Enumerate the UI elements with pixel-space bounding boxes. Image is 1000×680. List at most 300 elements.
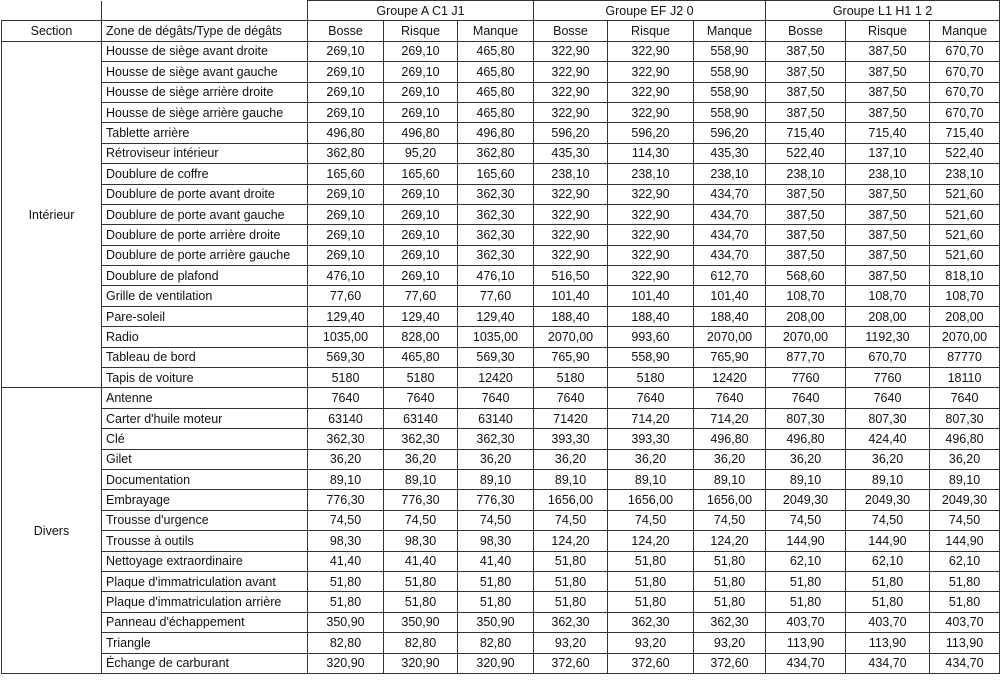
price-cell: 496,80 (308, 123, 384, 143)
price-cell: 362,30 (458, 429, 534, 449)
price-cell: 108,70 (846, 286, 930, 306)
price-cell: 89,10 (458, 469, 534, 489)
price-cell: 7760 (766, 368, 846, 388)
price-cell: 51,80 (458, 571, 534, 591)
zone-cell: Doublure de porte avant droite (102, 184, 308, 204)
price-cell: 74,50 (534, 510, 608, 530)
group-header-row (2, 1, 1000, 21)
price-cell: 372,60 (694, 653, 766, 673)
price-cell: 465,80 (458, 41, 534, 61)
price-cell: 776,30 (458, 490, 534, 510)
price-cell: 238,10 (694, 164, 766, 184)
price-cell: 322,90 (534, 102, 608, 122)
price-cell: 434,70 (766, 653, 846, 673)
price-cell: 387,50 (766, 184, 846, 204)
price-cell: 362,30 (308, 429, 384, 449)
price-cell: 269,10 (308, 41, 384, 61)
zone-cell: Grille de ventilation (102, 286, 308, 306)
price-cell: 434,70 (694, 184, 766, 204)
price-cell: 12420 (458, 368, 534, 388)
zone-column-header: Zone de dégâts/Type de dégâts (102, 21, 308, 41)
price-cell: 387,50 (766, 225, 846, 245)
price-cell: 95,20 (384, 143, 458, 163)
price-cell: 51,80 (384, 571, 458, 591)
price-cell: 51,80 (694, 592, 766, 612)
price-cell: 7640 (766, 388, 846, 408)
price-cell: 670,70 (930, 102, 1000, 122)
price-cell: 521,60 (930, 245, 1000, 265)
price-cell: 403,70 (846, 612, 930, 632)
price-cell: 424,40 (846, 429, 930, 449)
price-cell: 87770 (930, 347, 1000, 367)
price-cell: 269,10 (384, 62, 458, 82)
price-cell: 129,40 (458, 306, 534, 326)
price-cell: 41,40 (458, 551, 534, 571)
price-cell: 828,00 (384, 327, 458, 347)
price-cell: 387,50 (846, 204, 930, 224)
price-cell: 36,20 (930, 449, 1000, 469)
price-cell: 387,50 (766, 41, 846, 61)
table-row (2, 653, 1000, 673)
price-cell: 465,80 (458, 102, 534, 122)
zone-cell: Doublure de plafond (102, 266, 308, 286)
risque-column-header: Risque (608, 21, 694, 41)
price-cell: 238,10 (766, 164, 846, 184)
zone-cell: Doublure de porte avant gauche (102, 204, 308, 224)
price-cell: 208,00 (766, 306, 846, 326)
price-cell: 322,90 (608, 62, 694, 82)
price-cell: 89,10 (608, 469, 694, 489)
price-cell: 269,10 (308, 245, 384, 265)
price-cell: 51,80 (458, 592, 534, 612)
price-cell: 993,60 (608, 327, 694, 347)
price-cell: 98,30 (458, 531, 534, 551)
table-row (2, 612, 1000, 632)
price-cell: 434,70 (694, 204, 766, 224)
price-cell: 496,80 (458, 123, 534, 143)
price-cell: 362,30 (458, 245, 534, 265)
price-cell: 36,20 (694, 449, 766, 469)
price-cell: 2070,00 (694, 327, 766, 347)
price-cell: 36,20 (766, 449, 846, 469)
price-cell: 188,40 (608, 306, 694, 326)
price-cell: 101,40 (608, 286, 694, 306)
zone-cell: Triangle (102, 633, 308, 653)
table-row (2, 41, 1000, 61)
price-cell: 82,80 (384, 633, 458, 653)
price-cell: 51,80 (534, 592, 608, 612)
price-cell: 113,90 (846, 633, 930, 653)
price-cell: 596,20 (608, 123, 694, 143)
price-cell: 269,10 (384, 266, 458, 286)
price-cell: 403,70 (930, 612, 1000, 632)
price-cell: 435,30 (694, 143, 766, 163)
price-cell: 269,10 (384, 82, 458, 102)
price-cell: 670,70 (930, 82, 1000, 102)
price-cell: 7640 (308, 388, 384, 408)
price-cell: 7640 (846, 388, 930, 408)
price-cell: 322,90 (608, 41, 694, 61)
table-row (2, 592, 1000, 612)
price-cell: 51,80 (308, 592, 384, 612)
price-cell: 137,10 (846, 143, 930, 163)
price-cell: 362,30 (458, 204, 534, 224)
table-row (2, 204, 1000, 224)
price-cell: 269,10 (308, 102, 384, 122)
zone-cell: Tableau de bord (102, 347, 308, 367)
price-cell: 322,90 (534, 82, 608, 102)
table-row (2, 571, 1000, 591)
price-cell: 596,20 (694, 123, 766, 143)
price-cell: 74,50 (766, 510, 846, 530)
price-cell: 715,40 (930, 123, 1000, 143)
group-header: Groupe L1 H1 1 2 (766, 1, 1000, 21)
price-cell: 144,90 (766, 531, 846, 551)
price-cell: 51,80 (930, 592, 1000, 612)
zone-cell: Carter d'huile moteur (102, 408, 308, 428)
price-cell: 521,60 (930, 184, 1000, 204)
price-cell: 101,40 (534, 286, 608, 306)
price-cell: 89,10 (694, 469, 766, 489)
price-cell: 5180 (384, 368, 458, 388)
price-cell: 350,90 (384, 612, 458, 632)
price-cell: 322,90 (534, 245, 608, 265)
price-cell: 82,80 (458, 633, 534, 653)
price-cell: 51,80 (694, 571, 766, 591)
table-row (2, 143, 1000, 163)
price-cell: 496,80 (694, 429, 766, 449)
price-cell: 2070,00 (766, 327, 846, 347)
zone-cell: Panneau d'échappement (102, 612, 308, 632)
price-cell: 434,70 (694, 225, 766, 245)
price-cell: 144,90 (930, 531, 1000, 551)
column-header-row (2, 21, 1000, 41)
price-cell: 612,70 (694, 266, 766, 286)
price-cell: 5180 (608, 368, 694, 388)
price-cell: 36,20 (458, 449, 534, 469)
table-row (2, 164, 1000, 184)
price-cell: 51,80 (694, 551, 766, 571)
price-cell: 807,30 (930, 408, 1000, 428)
price-cell: 165,60 (308, 164, 384, 184)
price-cell: 558,90 (694, 62, 766, 82)
price-cell: 51,80 (846, 571, 930, 591)
price-cell: 670,70 (930, 62, 1000, 82)
price-cell: 113,90 (930, 633, 1000, 653)
price-cell: 62,10 (846, 551, 930, 571)
price-cell: 387,50 (766, 62, 846, 82)
price-cell: 387,50 (846, 245, 930, 265)
price-cell: 7760 (846, 368, 930, 388)
price-cell: 77,60 (458, 286, 534, 306)
price-cell: 269,10 (308, 225, 384, 245)
price-cell: 496,80 (384, 123, 458, 143)
price-cell: 765,90 (694, 347, 766, 367)
zone-cell: Documentation (102, 469, 308, 489)
price-cell: 1035,00 (308, 327, 384, 347)
zone-cell: Radio (102, 327, 308, 347)
table-row (2, 62, 1000, 82)
price-cell: 403,70 (766, 612, 846, 632)
table-row (2, 449, 1000, 469)
price-cell: 5180 (308, 368, 384, 388)
price-cell: 387,50 (846, 82, 930, 102)
price-cell: 320,90 (384, 653, 458, 673)
price-cell: 18110 (930, 368, 1000, 388)
price-cell: 322,90 (608, 204, 694, 224)
price-cell: 93,20 (534, 633, 608, 653)
price-cell: 89,10 (308, 469, 384, 489)
price-cell: 269,10 (384, 204, 458, 224)
price-cell: 362,30 (534, 612, 608, 632)
table-row (2, 306, 1000, 326)
table-row (2, 633, 1000, 653)
table-row (2, 184, 1000, 204)
damage-price-table (1, 0, 1000, 674)
price-cell: 208,00 (930, 306, 1000, 326)
risque-column-header: Risque (384, 21, 458, 41)
section-cell: Divers (2, 388, 102, 673)
price-cell: 129,40 (384, 306, 458, 326)
price-cell: 350,90 (308, 612, 384, 632)
group-header: Groupe A C1 J1 (308, 1, 534, 21)
price-cell: 434,70 (846, 653, 930, 673)
table-row (2, 102, 1000, 122)
price-cell: 188,40 (694, 306, 766, 326)
price-cell: 476,10 (458, 266, 534, 286)
price-cell: 522,40 (766, 143, 846, 163)
price-cell: 51,80 (534, 571, 608, 591)
zone-cell: Doublure de coffre (102, 164, 308, 184)
price-cell: 322,90 (608, 245, 694, 265)
price-cell: 372,60 (534, 653, 608, 673)
price-cell: 188,40 (534, 306, 608, 326)
price-cell: 1656,00 (608, 490, 694, 510)
price-cell: 108,70 (930, 286, 1000, 306)
price-cell: 320,90 (308, 653, 384, 673)
price-cell: 89,10 (534, 469, 608, 489)
price-cell: 465,80 (458, 82, 534, 102)
price-cell: 387,50 (846, 266, 930, 286)
price-cell: 7640 (534, 388, 608, 408)
price-cell: 434,70 (694, 245, 766, 265)
zone-cell: Doublure de porte arrière droite (102, 225, 308, 245)
table-row (2, 388, 1000, 408)
price-cell: 7640 (930, 388, 1000, 408)
price-cell: 98,30 (308, 531, 384, 551)
zone-cell: Plaque d'immatriculation avant (102, 571, 308, 591)
price-cell: 238,10 (846, 164, 930, 184)
price-cell: 41,40 (384, 551, 458, 571)
price-cell: 41,40 (308, 551, 384, 571)
table-row (2, 225, 1000, 245)
price-cell: 89,10 (846, 469, 930, 489)
price-cell: 596,20 (534, 123, 608, 143)
price-cell: 74,50 (458, 510, 534, 530)
section-column-header: Section (2, 21, 102, 41)
table-row (2, 266, 1000, 286)
price-cell: 362,30 (384, 429, 458, 449)
price-cell: 496,80 (930, 429, 1000, 449)
price-cell: 670,70 (930, 41, 1000, 61)
table-row (2, 429, 1000, 449)
price-cell: 362,30 (458, 225, 534, 245)
price-cell: 521,60 (930, 225, 1000, 245)
price-cell: 165,60 (458, 164, 534, 184)
price-cell: 89,10 (930, 469, 1000, 489)
price-cell: 670,70 (846, 347, 930, 367)
price-cell: 51,80 (308, 571, 384, 591)
price-cell: 496,80 (766, 429, 846, 449)
price-cell: 322,90 (608, 266, 694, 286)
table-row (2, 245, 1000, 265)
table-row (2, 510, 1000, 530)
price-cell: 51,80 (608, 551, 694, 571)
price-cell: 129,40 (308, 306, 384, 326)
empty-corner-cell (2, 1, 102, 21)
price-cell: 144,90 (846, 531, 930, 551)
manque-column-header: Manque (458, 21, 534, 41)
table-row (2, 368, 1000, 388)
price-cell: 51,80 (384, 592, 458, 612)
price-cell: 714,20 (608, 408, 694, 428)
price-cell: 387,50 (846, 184, 930, 204)
zone-cell: Pare-soleil (102, 306, 308, 326)
price-cell: 387,50 (766, 82, 846, 102)
zone-cell: Housse de siège avant droite (102, 41, 308, 61)
price-cell: 74,50 (384, 510, 458, 530)
price-cell: 74,50 (846, 510, 930, 530)
price-cell: 2049,30 (930, 490, 1000, 510)
price-cell: 558,90 (694, 82, 766, 102)
price-cell: 108,70 (766, 286, 846, 306)
price-cell: 387,50 (766, 245, 846, 265)
price-cell: 62,10 (766, 551, 846, 571)
table-row (2, 531, 1000, 551)
price-cell: 387,50 (846, 225, 930, 245)
table-row (2, 347, 1000, 367)
price-cell: 63140 (384, 408, 458, 428)
zone-cell: Clé (102, 429, 308, 449)
manque-column-header: Manque (694, 21, 766, 41)
table-body (2, 41, 1000, 673)
price-cell: 435,30 (534, 143, 608, 163)
price-cell: 322,90 (534, 225, 608, 245)
table-row (2, 490, 1000, 510)
price-cell: 776,30 (384, 490, 458, 510)
zone-cell: Rétroviseur intérieur (102, 143, 308, 163)
price-cell: 2070,00 (930, 327, 1000, 347)
price-cell: 714,20 (694, 408, 766, 428)
zone-cell: Plaque d'immatriculation arrière (102, 592, 308, 612)
zone-cell: Antenne (102, 388, 308, 408)
price-cell: 51,80 (608, 592, 694, 612)
price-cell: 322,90 (534, 41, 608, 61)
price-cell: 372,60 (608, 653, 694, 673)
zone-cell: Trousse d'urgence (102, 510, 308, 530)
price-cell: 208,00 (846, 306, 930, 326)
price-cell: 434,70 (930, 653, 1000, 673)
price-cell: 7640 (608, 388, 694, 408)
price-cell: 74,50 (930, 510, 1000, 530)
price-cell: 362,80 (458, 143, 534, 163)
price-cell: 93,20 (694, 633, 766, 653)
price-cell: 101,40 (694, 286, 766, 306)
price-cell: 362,30 (458, 184, 534, 204)
price-cell: 36,20 (608, 449, 694, 469)
table-row (2, 408, 1000, 428)
price-cell: 362,30 (694, 612, 766, 632)
price-cell: 1656,00 (534, 490, 608, 510)
price-cell: 114,30 (608, 143, 694, 163)
price-cell: 74,50 (608, 510, 694, 530)
price-cell: 165,60 (384, 164, 458, 184)
price-cell: 322,90 (608, 82, 694, 102)
section-cell: Intérieur (2, 41, 102, 388)
price-cell: 62,10 (930, 551, 1000, 571)
table-row (2, 551, 1000, 571)
zone-cell: Housse de siège arrière gauche (102, 102, 308, 122)
price-cell: 1035,00 (458, 327, 534, 347)
price-cell: 715,40 (846, 123, 930, 143)
price-cell: 89,10 (766, 469, 846, 489)
price-cell: 2070,00 (534, 327, 608, 347)
zone-cell: Embrayage (102, 490, 308, 510)
price-cell: 322,90 (534, 62, 608, 82)
price-cell: 465,80 (458, 62, 534, 82)
table-row (2, 123, 1000, 143)
price-cell: 715,40 (766, 123, 846, 143)
manque-column-header: Manque (930, 21, 1000, 41)
price-cell: 818,10 (930, 266, 1000, 286)
price-cell: 7640 (458, 388, 534, 408)
price-cell: 1192,30 (846, 327, 930, 347)
price-cell: 387,50 (766, 102, 846, 122)
price-cell: 320,90 (458, 653, 534, 673)
price-cell: 362,80 (308, 143, 384, 163)
price-cell: 269,10 (384, 102, 458, 122)
price-cell: 569,30 (308, 347, 384, 367)
price-cell: 89,10 (384, 469, 458, 489)
price-cell: 269,10 (384, 41, 458, 61)
price-cell: 387,50 (846, 62, 930, 82)
price-cell: 807,30 (846, 408, 930, 428)
price-cell: 568,60 (766, 266, 846, 286)
price-cell: 393,30 (608, 429, 694, 449)
price-cell: 5180 (534, 368, 608, 388)
price-cell: 521,60 (930, 204, 1000, 224)
price-cell: 238,10 (930, 164, 1000, 184)
price-cell: 36,20 (846, 449, 930, 469)
table-row (2, 327, 1000, 347)
price-cell: 2049,30 (846, 490, 930, 510)
zone-cell: Nettoyage extraordinaire (102, 551, 308, 571)
price-cell: 77,60 (308, 286, 384, 306)
price-cell: 522,40 (930, 143, 1000, 163)
price-cell: 387,50 (846, 102, 930, 122)
bosse-column-header: Bosse (308, 21, 384, 41)
price-cell: 82,80 (308, 633, 384, 653)
price-cell: 269,10 (384, 245, 458, 265)
price-cell: 569,30 (458, 347, 534, 367)
group-header: Groupe EF J2 0 (534, 1, 766, 21)
table-row (2, 469, 1000, 489)
bosse-column-header: Bosse (534, 21, 608, 41)
price-cell: 269,10 (308, 62, 384, 82)
price-cell: 71420 (534, 408, 608, 428)
price-cell: 238,10 (608, 164, 694, 184)
price-cell: 51,80 (766, 571, 846, 591)
